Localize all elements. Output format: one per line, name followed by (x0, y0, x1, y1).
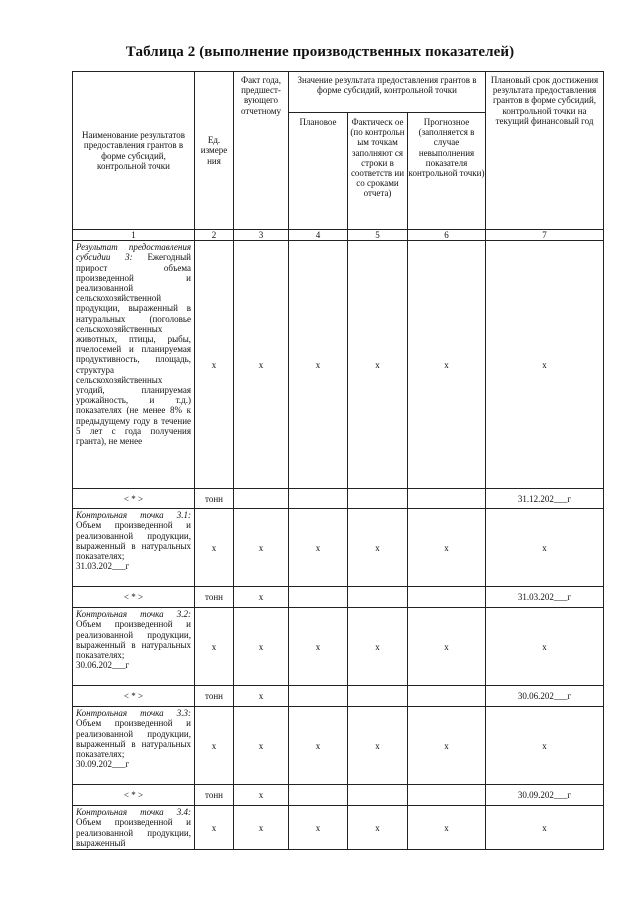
x-mark: x (289, 509, 348, 587)
result-row (73, 241, 604, 489)
empty-cell (408, 587, 486, 608)
x-mark: x (195, 806, 234, 850)
x-mark: x (486, 509, 604, 587)
empty-cell (234, 489, 289, 509)
x-mark: x (234, 509, 289, 587)
x-mark: x (348, 509, 408, 587)
checkpoint-label: Контрольная точка 3.2: (76, 609, 191, 620)
column-number: 1 (73, 230, 195, 241)
checkpoint-description (73, 707, 195, 785)
column-number: 7 (486, 230, 604, 241)
value-placeholder: < * > (73, 587, 195, 608)
x-mark: x (348, 241, 408, 489)
column-number: 6 (408, 230, 486, 241)
empty-cell (348, 686, 408, 707)
checkpoint-text: Объем произведенной и реализованной продукции, выраженный в натуральных показателях; (76, 619, 191, 661)
empty-cell (348, 785, 408, 806)
x-mark: x (408, 241, 486, 489)
deadline-cell: 30.06.202___г (486, 686, 604, 707)
x-mark: x (348, 707, 408, 785)
empty-cell (289, 489, 348, 509)
x-mark: x (234, 587, 289, 608)
empty-cell (289, 686, 348, 707)
checkpoint-row (73, 608, 604, 686)
checkpoint-value-row (73, 785, 604, 806)
x-mark: x (486, 241, 604, 489)
x-mark: x (234, 707, 289, 785)
unit-cell: тонн (195, 686, 234, 707)
x-mark: x (408, 707, 486, 785)
header-col-deadline: Плановый срок достижения результата предоставления грантов в форме субсидий, контрольной точки на текущий финансовый год (486, 72, 604, 230)
deadline-cell: 31.03.202___г (486, 587, 604, 608)
deadline-cell: 31.12.202___г (486, 489, 604, 509)
checkpoint-row (73, 806, 604, 850)
result-text: Ежегодный прирост объема произведенной и реализованной сельскохозяйственной продукции, выраженный в натуральных (поголовье сельскохозяйственных животных, птицы, рыбы, пчелосемей и планируемая продуктивность, площадь, структура сельскохозяйственных угодий, планируемая урожайность, и т.д.) показателях (не менее 8% к предыдущему году в течение 5 лет с года получения гранта), не менее (76, 252, 191, 447)
header-col-unit: Ед. измере ния (195, 72, 234, 230)
x-mark: x (234, 686, 289, 707)
x-mark: x (195, 241, 234, 489)
header-col-forecast: Прогнозное (заполняется в случае невыполнения показателя контрольной точки) (408, 113, 486, 230)
x-mark: x (195, 509, 234, 587)
checkpoint-date: 30.06.202___г (76, 660, 130, 671)
x-mark: x (289, 608, 348, 686)
header-group-values: Значение результата предоставления грантов в форме субсидий, контрольной точки (289, 72, 486, 113)
checkpoint-date: 30.09.202___г (76, 759, 130, 770)
result-label: Результат предоставления субсидии 3: (76, 242, 191, 263)
unit-cell: тонн (195, 587, 234, 608)
unit-cell: тонн (195, 489, 234, 509)
deadline-cell: 30.09.202___г (486, 785, 604, 806)
x-mark: x (234, 785, 289, 806)
checkpoint-description (73, 806, 195, 850)
x-mark: x (289, 806, 348, 850)
checkpoint-value-row (73, 587, 604, 608)
checkpoint-label: Контрольная точка 3.4: (76, 807, 191, 818)
checkpoint-text: Объем произведенной и реализованной продукции, выраженный (76, 817, 191, 848)
column-number: 2 (195, 230, 234, 241)
x-mark: x (348, 608, 408, 686)
value-placeholder: < * > (73, 489, 195, 509)
x-mark: x (408, 608, 486, 686)
value-placeholder: < * > (73, 686, 195, 707)
unit-cell: тонн (195, 785, 234, 806)
checkpoint-value-row (73, 686, 604, 707)
checkpoint-description (73, 608, 195, 686)
checkpoint-row (73, 707, 604, 785)
x-mark: x (408, 509, 486, 587)
empty-cell (408, 785, 486, 806)
performance-table (72, 71, 604, 850)
x-mark: x (234, 241, 289, 489)
x-mark: x (195, 608, 234, 686)
column-number: 3 (234, 230, 289, 241)
checkpoint-text: Объем произведенной и реализованной продукции, выраженный в натуральных показателях; (76, 718, 191, 760)
empty-cell (408, 489, 486, 509)
empty-cell (289, 785, 348, 806)
header-row-1 (73, 72, 604, 113)
empty-cell (348, 489, 408, 509)
header-col-name: Наименование результатов предоставления грантов в форме субсидий, контрольной точки (73, 72, 195, 230)
x-mark: x (348, 806, 408, 850)
header-col-actual: Фактическ ое (по контрольн ым точкам заполняют ся строки в соответств ии со сроками отчета) (348, 113, 408, 230)
x-mark: x (195, 707, 234, 785)
empty-cell (408, 686, 486, 707)
checkpoint-text: Объем произведенной и реализованной продукции, выраженный в натуральных показателях; (76, 520, 191, 562)
column-number: 4 (289, 230, 348, 241)
x-mark: x (486, 806, 604, 850)
x-mark: x (486, 608, 604, 686)
result-description (73, 241, 195, 489)
x-mark: x (289, 707, 348, 785)
result-value-row (73, 489, 604, 509)
x-mark: x (486, 707, 604, 785)
checkpoint-label: Контрольная точка 3.3: (76, 708, 191, 719)
value-placeholder: < * > (73, 785, 195, 806)
page-title: Таблица 2 (выполнение производственных показателей) (125, 44, 515, 60)
header-col-planned: Плановое (289, 113, 348, 230)
empty-cell (289, 587, 348, 608)
checkpoint-date: 31.03.202___г (76, 561, 130, 572)
empty-cell (348, 587, 408, 608)
checkpoint-label: Контрольная точка 3.1: (76, 510, 191, 521)
x-mark: x (289, 241, 348, 489)
checkpoint-description (73, 509, 195, 587)
x-mark: x (234, 806, 289, 850)
checkpoint-row (73, 509, 604, 587)
column-numbers-row (73, 230, 604, 241)
column-number: 5 (348, 230, 408, 241)
x-mark: x (408, 806, 486, 850)
header-col-fact-prev: Факт года, предшест- вующего отчетному (234, 72, 289, 230)
x-mark: x (234, 608, 289, 686)
